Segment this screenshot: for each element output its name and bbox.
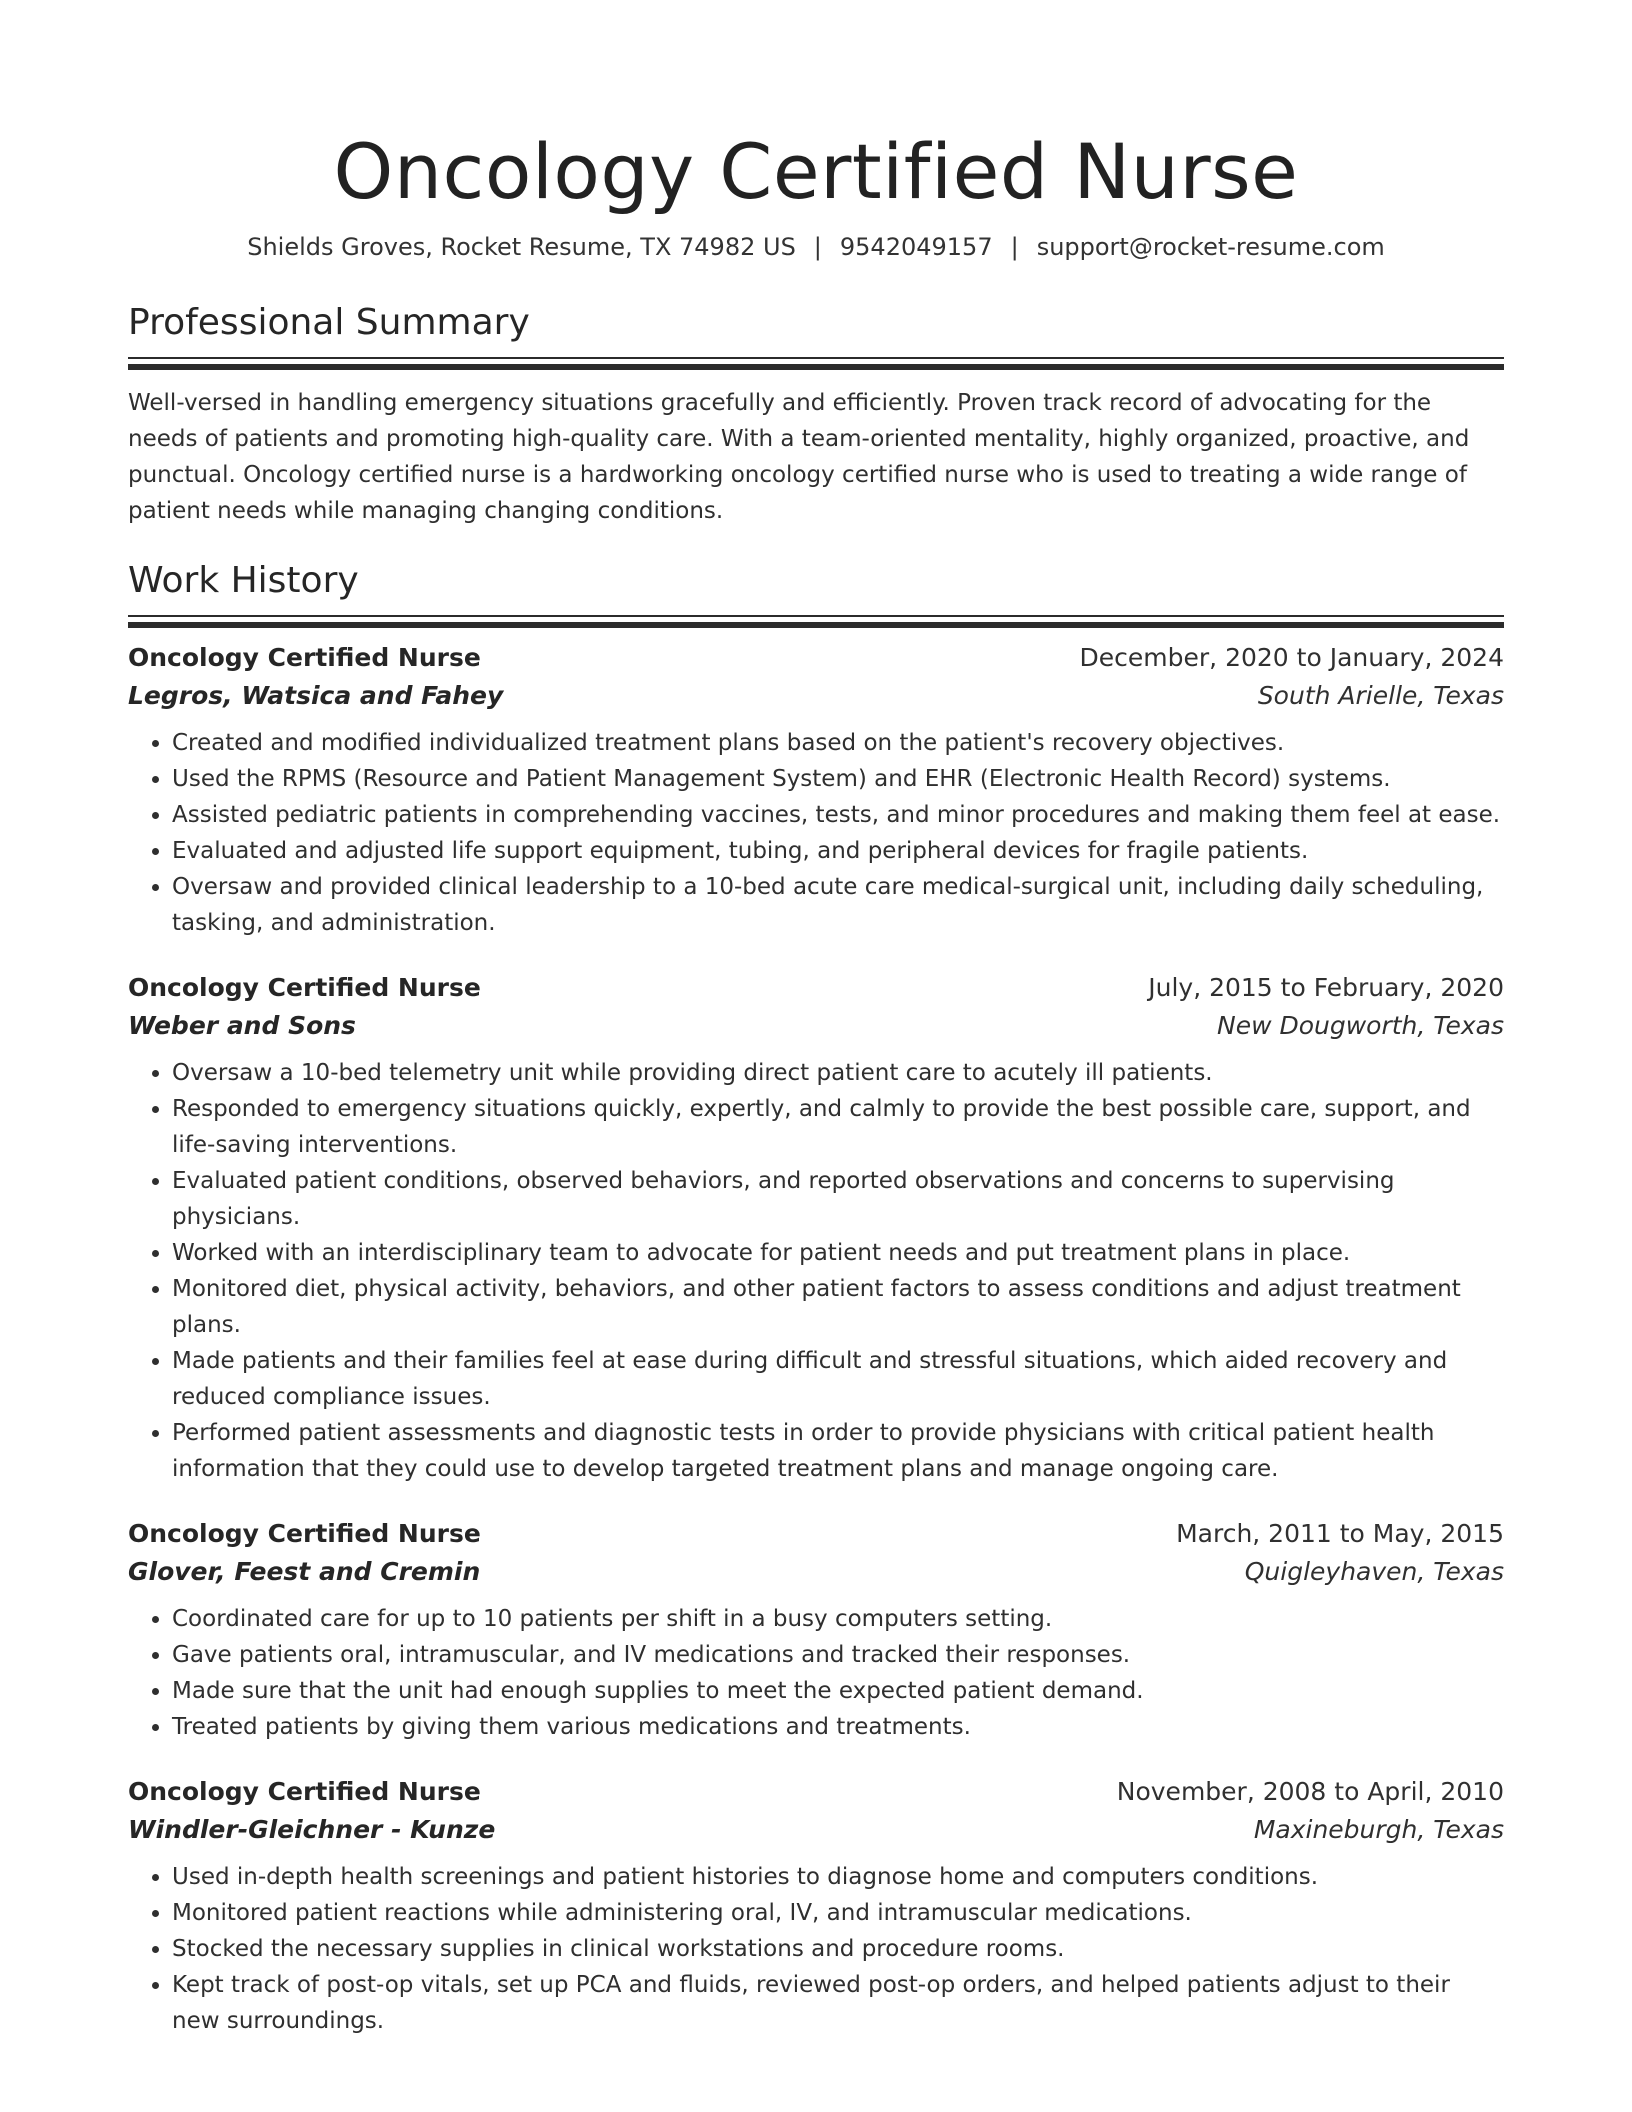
job-duty-item: • Stocked the necessary supplies in clinical workstations and procedure rooms. <box>172 1931 1504 1967</box>
job-company-row <box>128 1553 1504 1591</box>
job-dates: July, 2015 to February, 2020 <box>1148 973 1504 1002</box>
job-entry <box>128 639 1504 941</box>
job-duty-item: • Monitored diet, physical activity, behaviors, and other patient factors to assess conditions and adjust treatment plans. <box>172 1271 1504 1343</box>
job-duty-item: • Created and modified individualized treatment plans based on the patient's recovery objectives. <box>172 725 1504 761</box>
job-location: New Dougworth, Texas <box>1217 1011 1504 1040</box>
job-duty-item: • Assisted pediatric patients in comprehending vaccines, tests, and minor procedures and making them feel at ease. <box>172 797 1504 833</box>
section-title-professional-summary: Professional Summary <box>128 302 530 343</box>
job-company: Legros, Watsica and Fahey <box>128 681 504 710</box>
job-dates: March, 2011 to May, 2015 <box>1176 1519 1504 1548</box>
contact-separator: | <box>1010 233 1019 261</box>
contact-separator: | <box>813 233 822 261</box>
job-location: Maxineburgh, Texas <box>1253 1815 1504 1844</box>
job-title: Oncology Certified Nurse <box>128 973 481 1002</box>
job-duty-item: • Gave patients oral, intramuscular, and IV medications and tracked their responses. <box>172 1637 1504 1673</box>
job-location: South Arielle, Texas <box>1257 681 1504 710</box>
contact-email: support@rocket-resume.com <box>1036 233 1385 261</box>
job-duties-list <box>128 1601 1504 1745</box>
job-entry <box>128 1515 1504 1745</box>
job-entry <box>128 1773 1504 2039</box>
job-company: Glover, Feest and Cremin <box>128 1557 481 1586</box>
job-duty-item: • Coordinated care for up to 10 patients per shift in a busy computers setting. <box>172 1601 1504 1637</box>
job-duty-item: • Used the RPMS (Resource and Patient Management System) and EHR (Electronic Health Record) systems. <box>172 761 1504 797</box>
job-header-row <box>128 1515 1504 1553</box>
job-dates: November, 2008 to April, 2010 <box>1116 1777 1504 1806</box>
job-duties-list <box>128 1859 1504 2039</box>
job-company: Weber and Sons <box>128 1011 356 1040</box>
job-duty-item: • Performed patient assessments and diagnostic tests in order to provide physicians with critical patient health information that they could use to develop targeted treatment plans and manage ongoing care. <box>172 1415 1504 1487</box>
job-title: Oncology Certified Nurse <box>128 643 481 672</box>
job-duty-item: • Evaluated and adjusted life support equipment, tubing, and peripheral devices for fragile patients. <box>172 833 1504 869</box>
job-duty-item: • Treated patients by giving them various medications and treatments. <box>172 1709 1504 1745</box>
job-title: Oncology Certified Nurse <box>128 1777 481 1806</box>
job-duty-item: • Used in-depth health screenings and patient histories to diagnose home and computers conditions. <box>172 1859 1504 1895</box>
job-company-row <box>128 1007 1504 1045</box>
contact-line <box>128 230 1504 264</box>
job-duty-item: • Evaluated patient conditions, observed behaviors, and reported observations and concerns to supervising physicians. <box>172 1163 1504 1235</box>
job-entry <box>128 969 1504 1487</box>
job-duty-item: • Made sure that the unit had enough supplies to meet the expected patient demand. <box>172 1673 1504 1709</box>
job-duty-item: • Worked with an interdisciplinary team to advocate for patient needs and put treatment plans in place. <box>172 1235 1504 1271</box>
professional-summary-section <box>128 299 1504 529</box>
section-divider <box>128 357 1504 371</box>
job-location: Quigleyhaven, Texas <box>1244 1557 1504 1586</box>
contact-phone: 9542049157 <box>839 233 993 261</box>
job-duty-item: • Oversaw a 10-bed telemetry unit while providing direct patient care to acutely ill patients. <box>172 1055 1504 1091</box>
job-duties-list <box>128 725 1504 941</box>
job-duty-item: • Made patients and their families feel at ease during difficult and stressful situations, which aided recovery and reduced compliance issues. <box>172 1343 1504 1415</box>
job-header-row <box>128 1773 1504 1811</box>
job-duty-item: • Oversaw and provided clinical leadership to a 10-bed acute care medical-surgical unit, including daily scheduling, tasking, and administration. <box>172 869 1504 941</box>
section-title-work-history: Work History <box>128 560 359 601</box>
job-company-row <box>128 1811 1504 1849</box>
job-duties-list <box>128 1055 1504 1487</box>
candidate-name: Oncology Certified Nurse <box>333 127 1299 216</box>
summary-text: Well-versed in handling emergency situations gracefully and efficiently. Proven track record of advocating for the needs of patients and promoting high-quality care. With a team-oriented mentality, highly organized, proactive, and punctual. Oncology certified nurse is a hardworking oncology certified nurse who is used to treating a wide range of patient needs while managing changing conditions. <box>128 390 1470 524</box>
job-duty-item: • Monitored patient reactions while administering oral, IV, and intramuscular medications. <box>172 1895 1504 1931</box>
section-divider <box>128 615 1504 629</box>
job-title: Oncology Certified Nurse <box>128 1519 481 1548</box>
resume-page <box>128 0 1504 2039</box>
job-company: Windler-Gleichner - Kunze <box>128 1815 496 1844</box>
contact-address: Shields Groves, Rocket Resume, TX 74982 US <box>247 233 796 261</box>
job-header-row <box>128 969 1504 1007</box>
job-duty-item: • Responded to emergency situations quickly, expertly, and calmly to provide the best possible care, support, and life-saving interventions. <box>172 1091 1504 1163</box>
job-company-row <box>128 677 1504 715</box>
work-history-section <box>128 557 1504 2039</box>
job-header-row <box>128 639 1504 677</box>
job-dates: December, 2020 to January, 2024 <box>1079 643 1504 672</box>
job-duty-item: • Kept track of post-op vitals, set up PCA and fluids, reviewed post-op orders, and helped patients adjust to their new surroundings. <box>172 1967 1504 2039</box>
